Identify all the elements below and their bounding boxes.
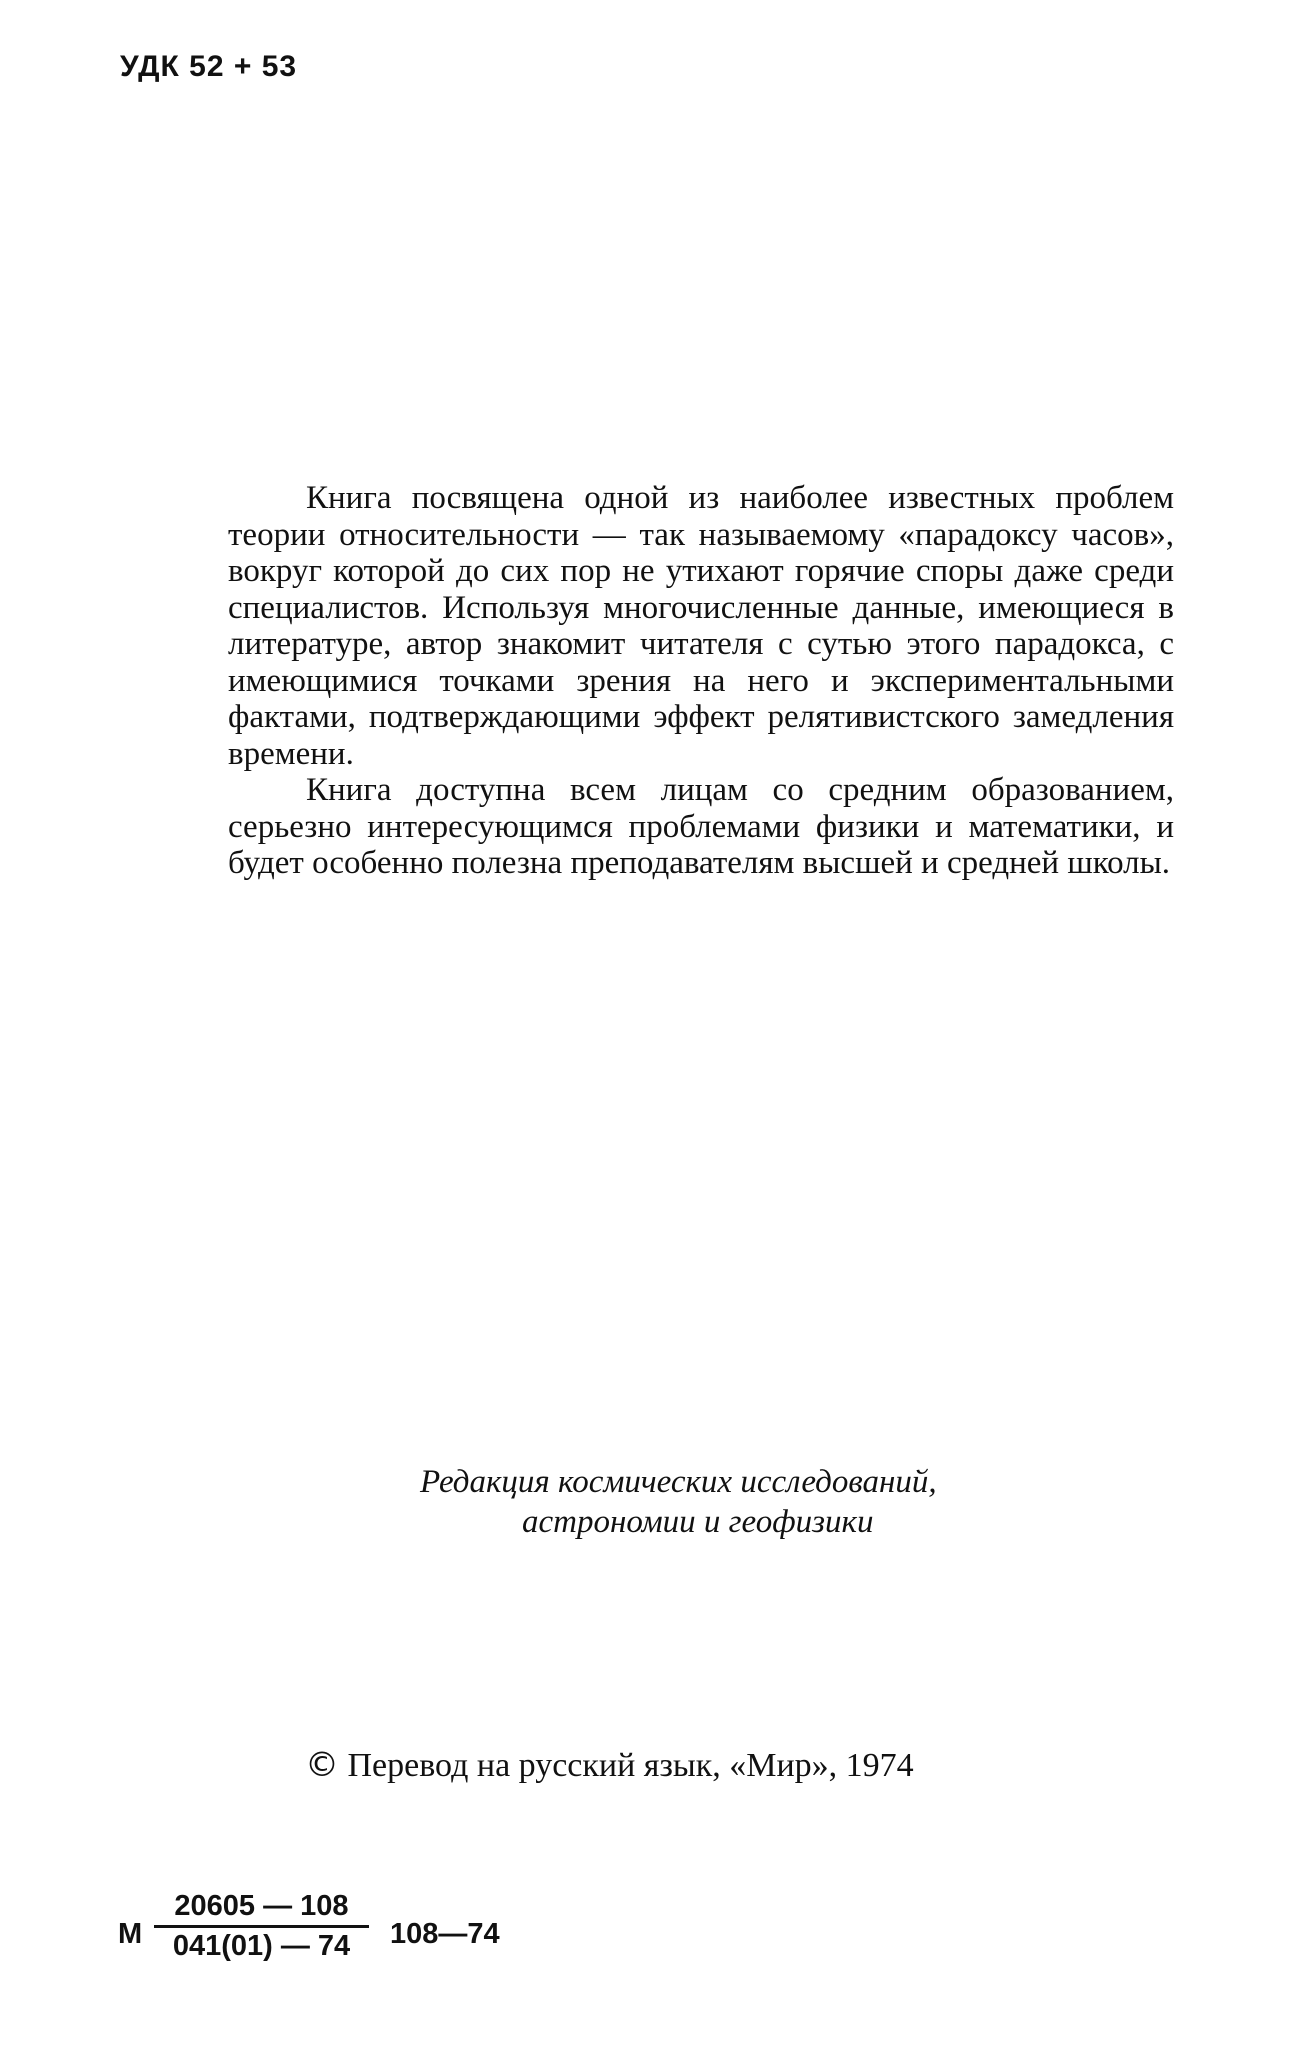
udc-code: УДК 52 + 53 [120, 50, 298, 83]
copyright-text: Перевод на русский язык, «Мир», 1974 [347, 1747, 914, 1784]
catalog-fraction [154, 1890, 369, 1963]
copyright-icon: © [305, 1745, 339, 1785]
editorial-office [380, 1462, 1080, 1542]
editorial-line-1: Редакция космических исследований, [420, 1464, 937, 1500]
abstract-paragraph-1: Книга посвящена одной из наиболее известных проблем теории относительности — так называемому «парадоксу часов», вокруг которой до сих пор не утихают горячие споры даже среди специалистов. Используя многочисленные данные, имеющиеся в литературе, автор знакомит читателя с сутью этого парадокса, с имеющимися точками зрения на него и экспериментальными фактами, подтверждающими эффект релятивистского замедления времени. [228, 480, 1174, 772]
catalog-prefix: М [118, 1918, 143, 1950]
catalog-numerator: 20605 — 108 [154, 1890, 369, 1928]
copyright-notice [305, 1745, 914, 1785]
catalog-denominator: 041(01) — 74 [172, 1930, 351, 1962]
catalog-suffix: 108—74 [390, 1918, 500, 1950]
book-abstract [228, 480, 1174, 882]
editorial-line-2: астрономии и геофизики [522, 1504, 874, 1540]
abstract-paragraph-2: Книга доступна всем лицам со средним образованием, серьезно интересующимся проблемами физики и математики, и будет особенно полезна преподавателям высшей и средней школы. [228, 772, 1174, 881]
